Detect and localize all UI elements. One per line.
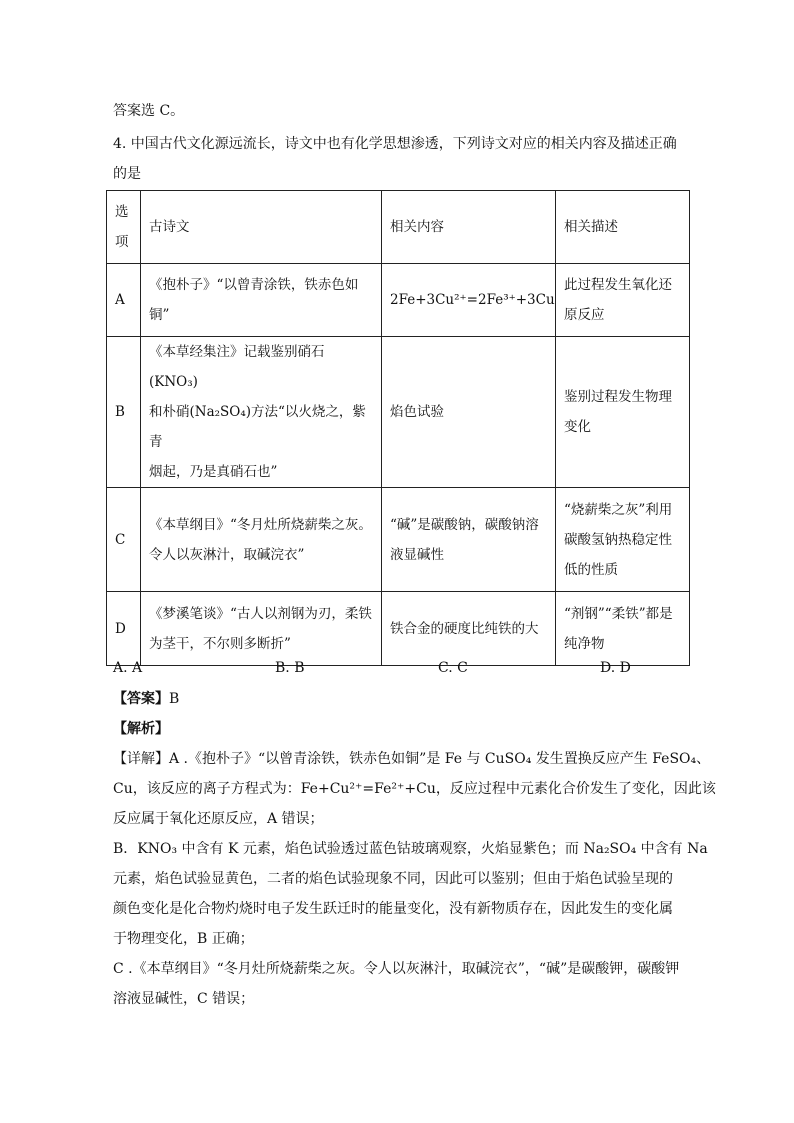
table-header-row: [107, 191, 690, 264]
row-desc: 鉴别过程发生物理 变化: [556, 337, 690, 488]
detail-b-line: B．KNO₃ 中含有 K 元素，焰色试验透过蓝色钴玻璃观察，火焰显紫色；而 Na₂SO₄ 中含有 Na: [113, 841, 708, 857]
row-option: D: [107, 592, 141, 666]
analysis-tag: 【解析】: [113, 721, 169, 737]
row-content: “碱”是碳酸钠，碳酸钠溶 液显碱性: [382, 488, 556, 592]
header-desc: 相关描述: [556, 191, 690, 264]
row-option: A: [107, 264, 141, 337]
row-content: 2Fe+3Cu²⁺=2Fe³⁺+3Cu: [382, 264, 556, 337]
choice-b: B. B: [275, 660, 305, 676]
row-content: 铁合金的硬度比纯铁的大: [382, 592, 556, 666]
detail-b-line: 元素，焰色试验显黄色，二者的焰色试验现象不同，因此可以鉴别；但由于焰色试验呈现的: [113, 871, 673, 887]
detail-b-line: 于物理变化，B 正确；: [113, 931, 254, 947]
table-row: [107, 337, 690, 488]
detail-section: [113, 744, 716, 1014]
detail-b-line: 颜色变化是化合物灼烧时电子发生跃迁时的能量变化，没有新物质存在，因此发生的变化属: [113, 901, 673, 917]
header-option-label: 选 项: [115, 204, 129, 250]
table-row: [107, 488, 690, 592]
row-option: C: [107, 488, 141, 592]
detail-c-line: 溶液显碱性，C 错误；: [113, 991, 255, 1007]
question-table: [106, 190, 690, 666]
row-poem: 《本草纲目》“冬月灶所烧薪柴之灰。 令人以灰淋汁，取碱浣衣”: [141, 488, 382, 592]
previous-answer: 答案选 C。: [113, 103, 185, 119]
choice-d: D. D: [600, 660, 631, 676]
row-desc: “剂钢”“柔铁”都是 纯净物: [556, 592, 690, 666]
row-poem: 《梦溪笔谈》“古人以剂钢为刃，柔铁 为茎干，不尔则多断折”: [141, 592, 382, 666]
question-stem-line2: 的是: [113, 166, 141, 182]
answer-tag: 【答案】: [113, 691, 169, 707]
answer-choices: [0, 658, 794, 678]
detail-a-line: Cu，该反应的离子方程式为：Fe+Cu²⁺=Fe²⁺+Cu，反应过程中元素化合价发生了变化，因此该: [113, 781, 716, 797]
choice-c: C. C: [438, 660, 468, 676]
answer-value: B: [169, 691, 180, 707]
choice-a: A. A: [113, 660, 143, 676]
table-row: [107, 592, 690, 666]
row-poem: 《本草经集注》记载鉴别硝石(KNO₃) 和朴硝(Na₂SO₄)方法“以火烧之，紫青 烟起，乃是真硝石也”: [141, 337, 382, 488]
detail-a-line: 【详解】A .《抱朴子》“以曾青涂铁，铁赤色如铜”是 Fe 与 CuSO₄ 发生置换反应产生 FeSO₄、: [113, 751, 711, 767]
answer-line: [113, 689, 179, 709]
detail-a-line: 反应属于氧化还原反应，A 错误；: [113, 811, 324, 827]
row-poem: 《抱朴子》“以曾青涂铁，铁赤色如铜”: [141, 264, 382, 337]
row-desc: “烧薪柴之灰”利用 碳酸氢钠热稳定性 低的性质: [556, 488, 690, 592]
header-poem: 古诗文: [141, 191, 382, 264]
table-row: [107, 264, 690, 337]
row-content: 焰色试验: [382, 337, 556, 488]
detail-c-line: C .《本草纲目》“冬月灶所烧薪柴之灰。令人以灰淋汁，取碱浣衣”，“碱”是碳酸钾，碳酸钾: [113, 961, 680, 977]
header-option: [107, 191, 141, 264]
question-stem-line1: 4. 中国古代文化源远流长，诗文中也有化学思想渗透，下列诗文对应的相关内容及描述正确: [113, 136, 677, 152]
row-option: B: [107, 337, 141, 488]
header-content: 相关内容: [382, 191, 556, 264]
row-desc: 此过程发生氧化还 原反应: [556, 264, 690, 337]
